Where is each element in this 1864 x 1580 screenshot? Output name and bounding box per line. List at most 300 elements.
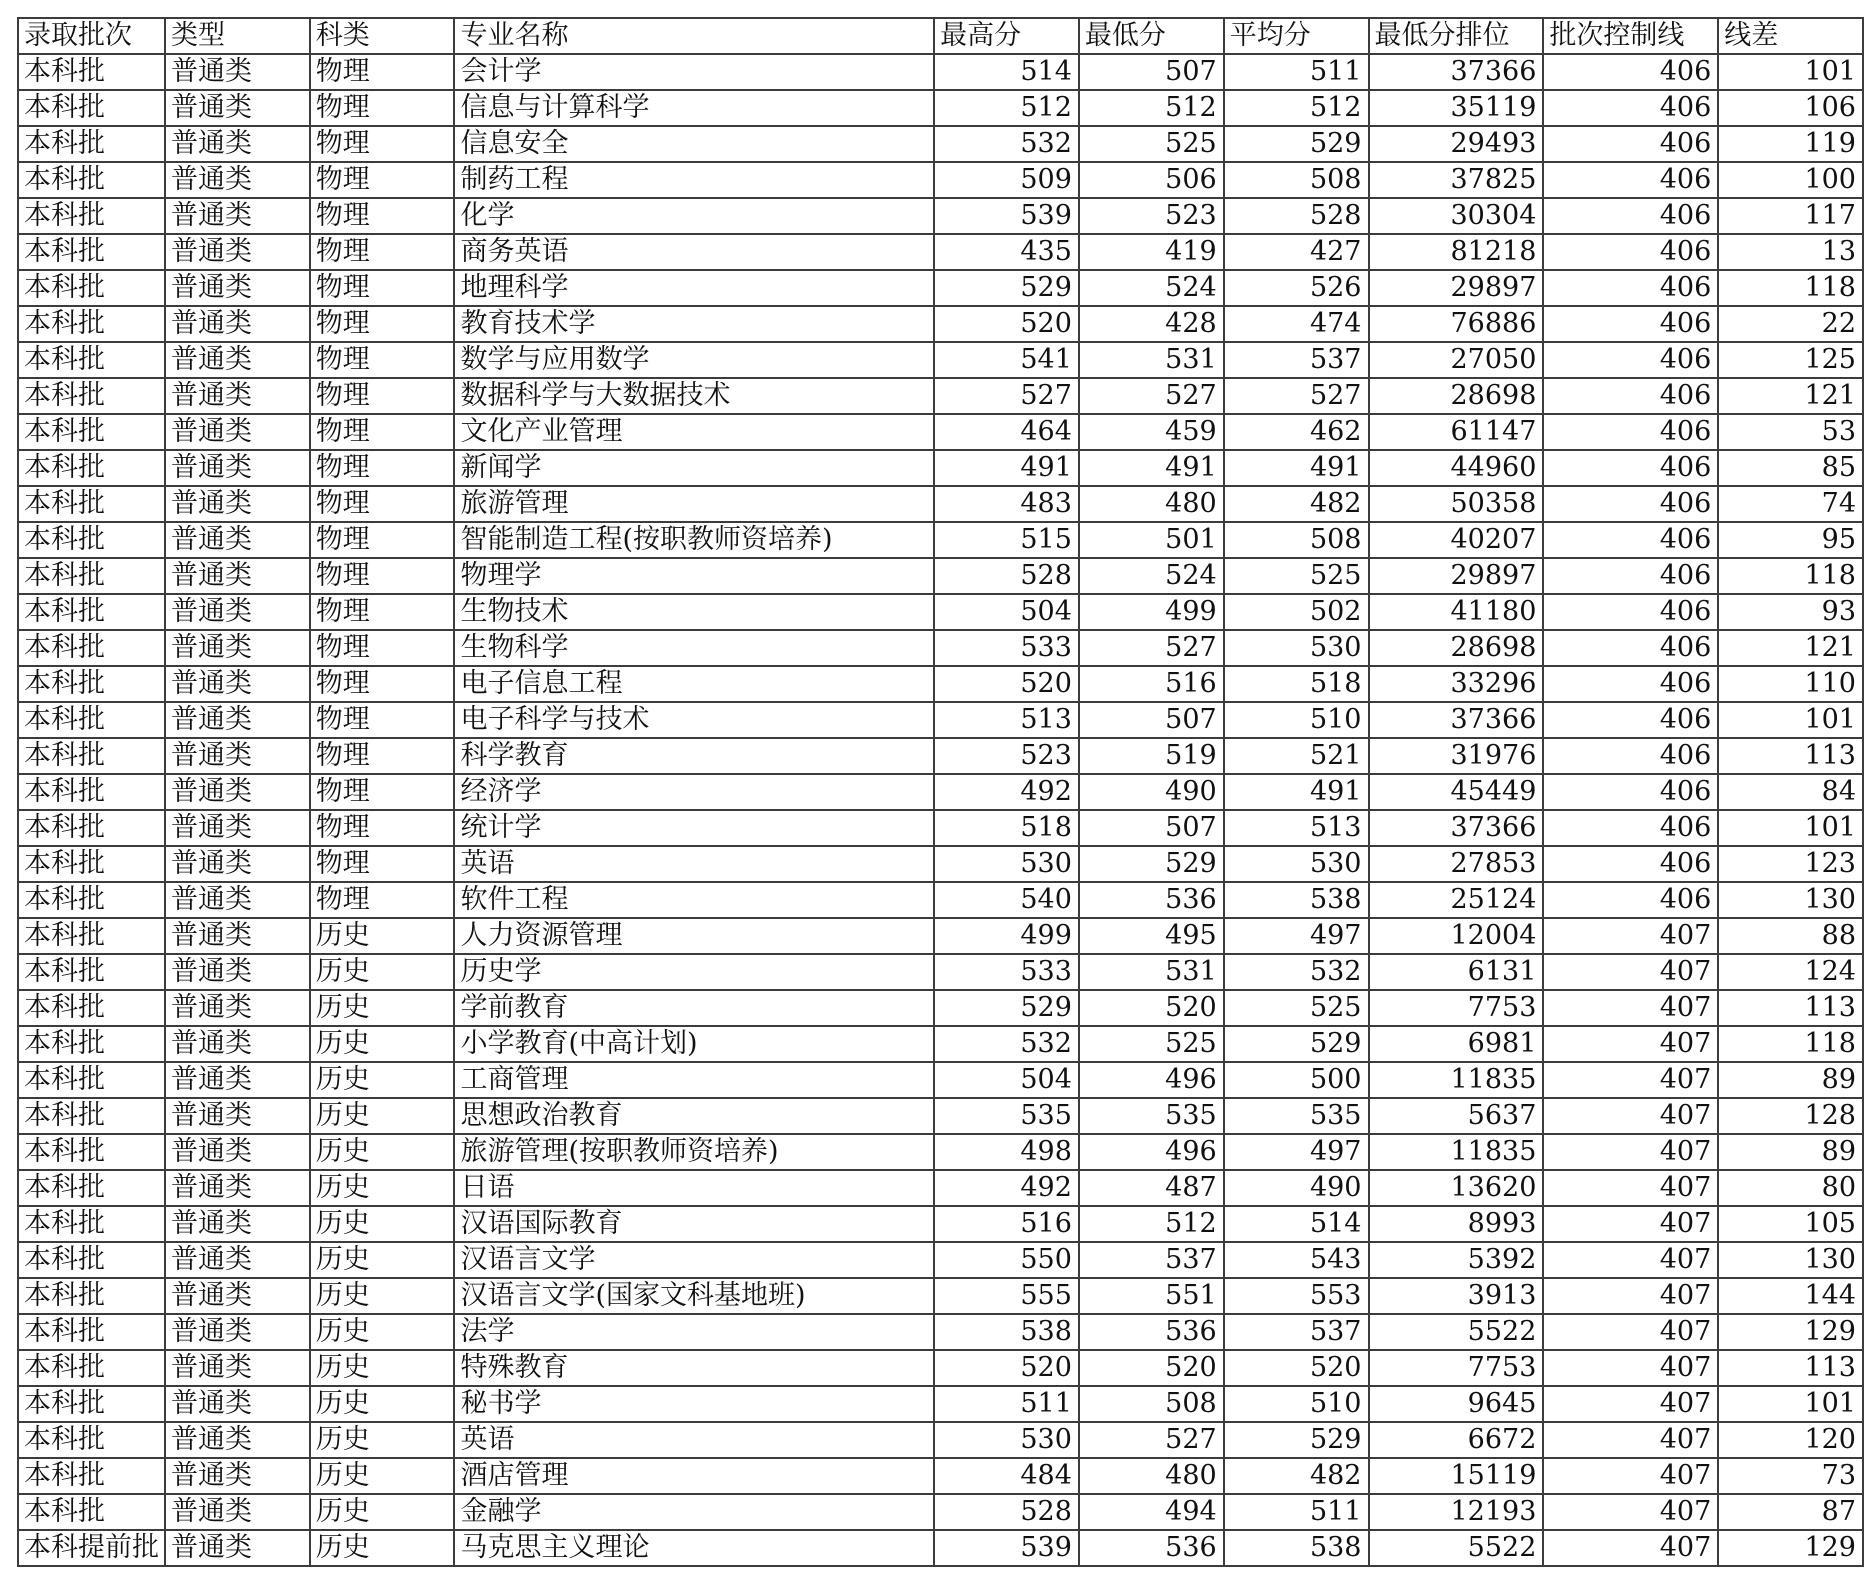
table-row bbox=[18, 594, 1863, 630]
min-rank-cell: 31976 bbox=[1369, 738, 1544, 774]
major-cell: 电子信息工程 bbox=[454, 666, 934, 702]
batch-cell: 本科批 bbox=[18, 1026, 165, 1062]
avg-score-cell: 520 bbox=[1224, 1350, 1369, 1386]
table-row bbox=[18, 270, 1863, 306]
table-row bbox=[18, 774, 1863, 810]
min-score-cell: 537 bbox=[1079, 1242, 1224, 1278]
subject-cell: 物理 bbox=[310, 594, 455, 630]
min-score-cell: 419 bbox=[1079, 234, 1224, 270]
line-diff-cell: 13 bbox=[1718, 234, 1863, 270]
avg-score-cell: 529 bbox=[1224, 1422, 1369, 1458]
avg-score-cell: 510 bbox=[1224, 702, 1369, 738]
line-diff-cell: 113 bbox=[1718, 1350, 1863, 1386]
control-line-cell: 406 bbox=[1543, 558, 1718, 594]
min-score-cell: 531 bbox=[1079, 342, 1224, 378]
table-row bbox=[18, 630, 1863, 666]
category-cell: 普通类 bbox=[165, 1062, 310, 1098]
line-diff-cell: 100 bbox=[1718, 162, 1863, 198]
min-score-cell: 490 bbox=[1079, 774, 1224, 810]
major-cell: 科学教育 bbox=[454, 738, 934, 774]
table-row bbox=[18, 666, 1863, 702]
min-score-cell: 496 bbox=[1079, 1062, 1224, 1098]
min-score-cell: 524 bbox=[1079, 558, 1224, 594]
category-cell: 普通类 bbox=[165, 1242, 310, 1278]
category-cell: 普通类 bbox=[165, 1386, 310, 1422]
batch-cell: 本科批 bbox=[18, 234, 165, 270]
max-score-cell: 523 bbox=[934, 738, 1079, 774]
category-cell: 普通类 bbox=[165, 918, 310, 954]
category-cell: 普通类 bbox=[165, 702, 310, 738]
admission-score-table bbox=[17, 17, 1864, 1567]
control-line-cell: 406 bbox=[1543, 126, 1718, 162]
max-score-cell: 538 bbox=[934, 1314, 1079, 1350]
table-row bbox=[18, 918, 1863, 954]
line-diff-cell: 113 bbox=[1718, 990, 1863, 1026]
min-rank-cell: 35119 bbox=[1369, 90, 1544, 126]
min-score-cell: 494 bbox=[1079, 1494, 1224, 1530]
max-score-cell: 535 bbox=[934, 1098, 1079, 1134]
line-diff-cell: 53 bbox=[1718, 414, 1863, 450]
batch-cell: 本科提前批 bbox=[18, 1530, 165, 1566]
category-cell: 普通类 bbox=[165, 594, 310, 630]
avg-score-cell: 490 bbox=[1224, 1170, 1369, 1206]
min-score-cell: 508 bbox=[1079, 1386, 1224, 1422]
control-line-cell: 407 bbox=[1543, 1134, 1718, 1170]
category-cell: 普通类 bbox=[165, 1530, 310, 1566]
line-diff-cell: 129 bbox=[1718, 1314, 1863, 1350]
max-score-cell: 539 bbox=[934, 198, 1079, 234]
batch-cell: 本科批 bbox=[18, 1422, 165, 1458]
max-score-cell: 530 bbox=[934, 1422, 1079, 1458]
major-cell: 教育技术学 bbox=[454, 306, 934, 342]
batch-cell: 本科批 bbox=[18, 378, 165, 414]
batch-cell: 本科批 bbox=[18, 810, 165, 846]
subject-cell: 物理 bbox=[310, 846, 455, 882]
max-score-cell: 520 bbox=[934, 306, 1079, 342]
line-diff-cell: 93 bbox=[1718, 594, 1863, 630]
subject-cell: 物理 bbox=[310, 342, 455, 378]
min-rank-cell: 9645 bbox=[1369, 1386, 1544, 1422]
max-score-cell: 514 bbox=[934, 54, 1079, 90]
category-cell: 普通类 bbox=[165, 90, 310, 126]
category-cell: 普通类 bbox=[165, 1098, 310, 1134]
min-score-cell: 525 bbox=[1079, 1026, 1224, 1062]
table-row bbox=[18, 486, 1863, 522]
category-cell: 普通类 bbox=[165, 1422, 310, 1458]
batch-cell: 本科批 bbox=[18, 1062, 165, 1098]
major-cell: 历史学 bbox=[454, 954, 934, 990]
avg-score-cell: 537 bbox=[1224, 1314, 1369, 1350]
avg-score-cell: 527 bbox=[1224, 378, 1369, 414]
max-score-cell: 484 bbox=[934, 1458, 1079, 1494]
avg-score-cell: 500 bbox=[1224, 1062, 1369, 1098]
min-rank-cell: 37366 bbox=[1369, 810, 1544, 846]
max-score-cell: 518 bbox=[934, 810, 1079, 846]
control-line-cell: 407 bbox=[1543, 1098, 1718, 1134]
min-rank-cell: 6672 bbox=[1369, 1422, 1544, 1458]
batch-cell: 本科批 bbox=[18, 1206, 165, 1242]
category-cell: 普通类 bbox=[165, 522, 310, 558]
subject-cell: 物理 bbox=[310, 378, 455, 414]
batch-cell: 本科批 bbox=[18, 594, 165, 630]
batch-cell: 本科批 bbox=[18, 126, 165, 162]
table-row bbox=[18, 1494, 1863, 1530]
batch-header: 录取批次 bbox=[18, 18, 165, 54]
min-score-cell: 551 bbox=[1079, 1278, 1224, 1314]
line-diff-cell: 128 bbox=[1718, 1098, 1863, 1134]
batch-cell: 本科批 bbox=[18, 1350, 165, 1386]
category-cell: 普通类 bbox=[165, 126, 310, 162]
avg-score-cell: 513 bbox=[1224, 810, 1369, 846]
subject-cell: 历史 bbox=[310, 1458, 455, 1494]
major-cell: 学前教育 bbox=[454, 990, 934, 1026]
max-score-cell: 529 bbox=[934, 270, 1079, 306]
major-cell: 特殊教育 bbox=[454, 1350, 934, 1386]
min-rank-cell: 11835 bbox=[1369, 1062, 1544, 1098]
category-cell: 普通类 bbox=[165, 1026, 310, 1062]
major-cell: 汉语言文学 bbox=[454, 1242, 934, 1278]
avg-score-cell: 511 bbox=[1224, 1494, 1369, 1530]
major-cell: 新闻学 bbox=[454, 450, 934, 486]
line-diff-cell: 118 bbox=[1718, 1026, 1863, 1062]
min-score-header: 最低分 bbox=[1079, 18, 1224, 54]
line-diff-cell: 105 bbox=[1718, 1206, 1863, 1242]
table-row bbox=[18, 1350, 1863, 1386]
avg-score-cell: 532 bbox=[1224, 954, 1369, 990]
control-line-cell: 406 bbox=[1543, 702, 1718, 738]
control-line-cell: 406 bbox=[1543, 378, 1718, 414]
table-row bbox=[18, 846, 1863, 882]
category-cell: 普通类 bbox=[165, 1278, 310, 1314]
category-cell: 普通类 bbox=[165, 414, 310, 450]
table-row bbox=[18, 1278, 1863, 1314]
min-rank-cell: 5392 bbox=[1369, 1242, 1544, 1278]
max-score-cell: 492 bbox=[934, 774, 1079, 810]
line-diff-cell: 125 bbox=[1718, 342, 1863, 378]
batch-cell: 本科批 bbox=[18, 882, 165, 918]
table-row bbox=[18, 1170, 1863, 1206]
major-cell: 人力资源管理 bbox=[454, 918, 934, 954]
line-diff-cell: 121 bbox=[1718, 630, 1863, 666]
table-body bbox=[18, 54, 1863, 1566]
min-rank-cell: 50358 bbox=[1369, 486, 1544, 522]
subject-cell: 物理 bbox=[310, 234, 455, 270]
subject-cell: 历史 bbox=[310, 1170, 455, 1206]
avg-score-cell: 537 bbox=[1224, 342, 1369, 378]
category-cell: 普通类 bbox=[165, 378, 310, 414]
table-row bbox=[18, 882, 1863, 918]
control-line-cell: 407 bbox=[1543, 1458, 1718, 1494]
control-line-cell: 407 bbox=[1543, 1494, 1718, 1530]
control-line-cell: 407 bbox=[1543, 1026, 1718, 1062]
avg-score-cell: 512 bbox=[1224, 90, 1369, 126]
min-rank-cell: 25124 bbox=[1369, 882, 1544, 918]
max-score-cell: 532 bbox=[934, 126, 1079, 162]
table-row bbox=[18, 522, 1863, 558]
batch-cell: 本科批 bbox=[18, 1386, 165, 1422]
batch-cell: 本科批 bbox=[18, 1314, 165, 1350]
line-diff-cell: 85 bbox=[1718, 450, 1863, 486]
subject-cell: 历史 bbox=[310, 1530, 455, 1566]
table-row bbox=[18, 450, 1863, 486]
min-rank-header: 最低分排位 bbox=[1369, 18, 1544, 54]
max-score-cell: 527 bbox=[934, 378, 1079, 414]
control-line-cell: 406 bbox=[1543, 486, 1718, 522]
avg-score-cell: 462 bbox=[1224, 414, 1369, 450]
batch-cell: 本科批 bbox=[18, 846, 165, 882]
major-cell: 数学与应用数学 bbox=[454, 342, 934, 378]
category-cell: 普通类 bbox=[165, 846, 310, 882]
line-diff-cell: 22 bbox=[1718, 306, 1863, 342]
table-row bbox=[18, 126, 1863, 162]
subject-cell: 物理 bbox=[310, 774, 455, 810]
batch-cell: 本科批 bbox=[18, 702, 165, 738]
line-diff-cell: 121 bbox=[1718, 378, 1863, 414]
control-line-cell: 407 bbox=[1543, 1314, 1718, 1350]
control-line-cell: 407 bbox=[1543, 1278, 1718, 1314]
major-cell: 经济学 bbox=[454, 774, 934, 810]
max-score-cell: 499 bbox=[934, 918, 1079, 954]
table-row bbox=[18, 738, 1863, 774]
subject-cell: 历史 bbox=[310, 954, 455, 990]
batch-cell: 本科批 bbox=[18, 270, 165, 306]
control-line-cell: 406 bbox=[1543, 810, 1718, 846]
min-score-cell: 495 bbox=[1079, 918, 1224, 954]
min-rank-cell: 45449 bbox=[1369, 774, 1544, 810]
category-cell: 普通类 bbox=[165, 1494, 310, 1530]
min-rank-cell: 61147 bbox=[1369, 414, 1544, 450]
avg-score-cell: 538 bbox=[1224, 1530, 1369, 1566]
major-cell: 小学教育(中高计划) bbox=[454, 1026, 934, 1062]
table-row bbox=[18, 198, 1863, 234]
table-row bbox=[18, 1098, 1863, 1134]
line-diff-cell: 130 bbox=[1718, 1242, 1863, 1278]
line-diff-cell: 95 bbox=[1718, 522, 1863, 558]
line-diff-cell: 101 bbox=[1718, 1386, 1863, 1422]
max-score-cell: 515 bbox=[934, 522, 1079, 558]
major-cell: 化学 bbox=[454, 198, 934, 234]
max-score-cell: 550 bbox=[934, 1242, 1079, 1278]
line-diff-cell: 89 bbox=[1718, 1062, 1863, 1098]
control-line-cell: 406 bbox=[1543, 414, 1718, 450]
subject-cell: 物理 bbox=[310, 882, 455, 918]
batch-cell: 本科批 bbox=[18, 162, 165, 198]
subject-cell: 物理 bbox=[310, 306, 455, 342]
table-row bbox=[18, 702, 1863, 738]
category-cell: 普通类 bbox=[165, 1170, 310, 1206]
control-line-cell: 406 bbox=[1543, 234, 1718, 270]
max-score-cell: 509 bbox=[934, 162, 1079, 198]
line-diff-cell: 89 bbox=[1718, 1134, 1863, 1170]
category-cell: 普通类 bbox=[165, 234, 310, 270]
min-rank-cell: 81218 bbox=[1369, 234, 1544, 270]
subject-cell: 历史 bbox=[310, 1314, 455, 1350]
batch-cell: 本科批 bbox=[18, 558, 165, 594]
major-cell: 金融学 bbox=[454, 1494, 934, 1530]
max-score-cell: 464 bbox=[934, 414, 1079, 450]
control-line-cell: 406 bbox=[1543, 846, 1718, 882]
line-diff-cell: 144 bbox=[1718, 1278, 1863, 1314]
min-score-cell: 536 bbox=[1079, 882, 1224, 918]
major-cell: 英语 bbox=[454, 1422, 934, 1458]
avg-score-cell: 511 bbox=[1224, 54, 1369, 90]
table-row bbox=[18, 1026, 1863, 1062]
category-cell: 普通类 bbox=[165, 1206, 310, 1242]
subject-cell: 历史 bbox=[310, 1422, 455, 1458]
table-row bbox=[18, 1458, 1863, 1494]
batch-cell: 本科批 bbox=[18, 522, 165, 558]
batch-cell: 本科批 bbox=[18, 414, 165, 450]
min-rank-cell: 37366 bbox=[1369, 54, 1544, 90]
control-line-cell: 406 bbox=[1543, 774, 1718, 810]
category-cell: 普通类 bbox=[165, 774, 310, 810]
min-rank-cell: 28698 bbox=[1369, 378, 1544, 414]
min-rank-cell: 76886 bbox=[1369, 306, 1544, 342]
major-cell: 马克思主义理论 bbox=[454, 1530, 934, 1566]
table-row bbox=[18, 1242, 1863, 1278]
avg-score-cell: 510 bbox=[1224, 1386, 1369, 1422]
batch-cell: 本科批 bbox=[18, 738, 165, 774]
batch-cell: 本科批 bbox=[18, 918, 165, 954]
min-rank-cell: 28698 bbox=[1369, 630, 1544, 666]
line-diff-cell: 88 bbox=[1718, 918, 1863, 954]
max-score-cell: 539 bbox=[934, 1530, 1079, 1566]
avg-score-cell: 553 bbox=[1224, 1278, 1369, 1314]
max-score-cell: 492 bbox=[934, 1170, 1079, 1206]
min-rank-cell: 6131 bbox=[1369, 954, 1544, 990]
avg-score-cell: 525 bbox=[1224, 558, 1369, 594]
control-line-cell: 406 bbox=[1543, 522, 1718, 558]
batch-cell: 本科批 bbox=[18, 666, 165, 702]
avg-score-cell: 482 bbox=[1224, 1458, 1369, 1494]
max-score-cell: 512 bbox=[934, 90, 1079, 126]
major-cell: 秘书学 bbox=[454, 1386, 934, 1422]
major-cell: 信息安全 bbox=[454, 126, 934, 162]
avg-score-header: 平均分 bbox=[1224, 18, 1369, 54]
major-header: 专业名称 bbox=[454, 18, 934, 54]
subject-cell: 历史 bbox=[310, 918, 455, 954]
min-rank-cell: 15119 bbox=[1369, 1458, 1544, 1494]
min-rank-cell: 29897 bbox=[1369, 558, 1544, 594]
major-cell: 汉语言文学(国家文科基地班) bbox=[454, 1278, 934, 1314]
category-cell: 普通类 bbox=[165, 1458, 310, 1494]
line-diff-cell: 129 bbox=[1718, 1530, 1863, 1566]
line-diff-cell: 119 bbox=[1718, 126, 1863, 162]
control-line-cell: 406 bbox=[1543, 450, 1718, 486]
batch-cell: 本科批 bbox=[18, 54, 165, 90]
min-score-cell: 527 bbox=[1079, 630, 1224, 666]
line-diff-cell: 110 bbox=[1718, 666, 1863, 702]
max-score-cell: 516 bbox=[934, 1206, 1079, 1242]
control-line-cell: 406 bbox=[1543, 306, 1718, 342]
min-rank-cell: 12193 bbox=[1369, 1494, 1544, 1530]
avg-score-cell: 474 bbox=[1224, 306, 1369, 342]
table-row bbox=[18, 1062, 1863, 1098]
max-score-cell: 520 bbox=[934, 666, 1079, 702]
avg-score-cell: 508 bbox=[1224, 162, 1369, 198]
control-line-cell: 407 bbox=[1543, 1170, 1718, 1206]
category-cell: 普通类 bbox=[165, 558, 310, 594]
control-line-cell: 407 bbox=[1543, 990, 1718, 1026]
major-cell: 统计学 bbox=[454, 810, 934, 846]
control-line-cell: 406 bbox=[1543, 198, 1718, 234]
subject-cell: 历史 bbox=[310, 1242, 455, 1278]
control-line-cell: 407 bbox=[1543, 1386, 1718, 1422]
subject-cell: 物理 bbox=[310, 666, 455, 702]
table-row bbox=[18, 414, 1863, 450]
min-score-cell: 527 bbox=[1079, 378, 1224, 414]
min-rank-cell: 37366 bbox=[1369, 702, 1544, 738]
table-row bbox=[18, 342, 1863, 378]
line-diff-cell: 106 bbox=[1718, 90, 1863, 126]
major-cell: 软件工程 bbox=[454, 882, 934, 918]
max-score-cell: 528 bbox=[934, 1494, 1079, 1530]
control-line-cell: 407 bbox=[1543, 918, 1718, 954]
max-score-cell: 532 bbox=[934, 1026, 1079, 1062]
max-score-cell: 528 bbox=[934, 558, 1079, 594]
major-cell: 制药工程 bbox=[454, 162, 934, 198]
table-row bbox=[18, 990, 1863, 1026]
control-line-cell: 406 bbox=[1543, 54, 1718, 90]
subject-cell: 历史 bbox=[310, 1098, 455, 1134]
avg-score-cell: 538 bbox=[1224, 882, 1369, 918]
major-cell: 法学 bbox=[454, 1314, 934, 1350]
max-score-cell: 533 bbox=[934, 954, 1079, 990]
min-rank-cell: 12004 bbox=[1369, 918, 1544, 954]
subject-cell: 历史 bbox=[310, 1134, 455, 1170]
min-score-cell: 512 bbox=[1079, 90, 1224, 126]
min-rank-cell: 7753 bbox=[1369, 1350, 1544, 1386]
table-row bbox=[18, 162, 1863, 198]
control-line-cell: 407 bbox=[1543, 1350, 1718, 1386]
min-rank-cell: 6981 bbox=[1369, 1026, 1544, 1062]
line-diff-cell: 117 bbox=[1718, 198, 1863, 234]
max-score-cell: 555 bbox=[934, 1278, 1079, 1314]
subject-cell: 物理 bbox=[310, 702, 455, 738]
table-row bbox=[18, 90, 1863, 126]
min-score-cell: 516 bbox=[1079, 666, 1224, 702]
min-score-cell: 512 bbox=[1079, 1206, 1224, 1242]
subject-cell: 历史 bbox=[310, 1386, 455, 1422]
min-rank-cell: 11835 bbox=[1369, 1134, 1544, 1170]
subject-cell: 历史 bbox=[310, 990, 455, 1026]
category-cell: 普通类 bbox=[165, 342, 310, 378]
batch-cell: 本科批 bbox=[18, 486, 165, 522]
category-cell: 普通类 bbox=[165, 162, 310, 198]
subject-cell: 物理 bbox=[310, 270, 455, 306]
subject-cell: 物理 bbox=[310, 414, 455, 450]
avg-score-cell: 497 bbox=[1224, 918, 1369, 954]
category-cell: 普通类 bbox=[165, 270, 310, 306]
min-score-cell: 531 bbox=[1079, 954, 1224, 990]
subject-cell: 物理 bbox=[310, 162, 455, 198]
min-score-cell: 491 bbox=[1079, 450, 1224, 486]
max-score-cell: 541 bbox=[934, 342, 1079, 378]
batch-cell: 本科批 bbox=[18, 450, 165, 486]
table-row bbox=[18, 1206, 1863, 1242]
max-score-cell: 511 bbox=[934, 1386, 1079, 1422]
min-score-cell: 520 bbox=[1079, 1350, 1224, 1386]
category-cell: 普通类 bbox=[165, 954, 310, 990]
batch-cell: 本科批 bbox=[18, 1242, 165, 1278]
min-score-cell: 520 bbox=[1079, 990, 1224, 1026]
avg-score-cell: 530 bbox=[1224, 846, 1369, 882]
subject-cell: 物理 bbox=[310, 90, 455, 126]
min-rank-cell: 13620 bbox=[1369, 1170, 1544, 1206]
category-cell: 普通类 bbox=[165, 450, 310, 486]
max-score-cell: 504 bbox=[934, 1062, 1079, 1098]
control-line-cell: 407 bbox=[1543, 1422, 1718, 1458]
